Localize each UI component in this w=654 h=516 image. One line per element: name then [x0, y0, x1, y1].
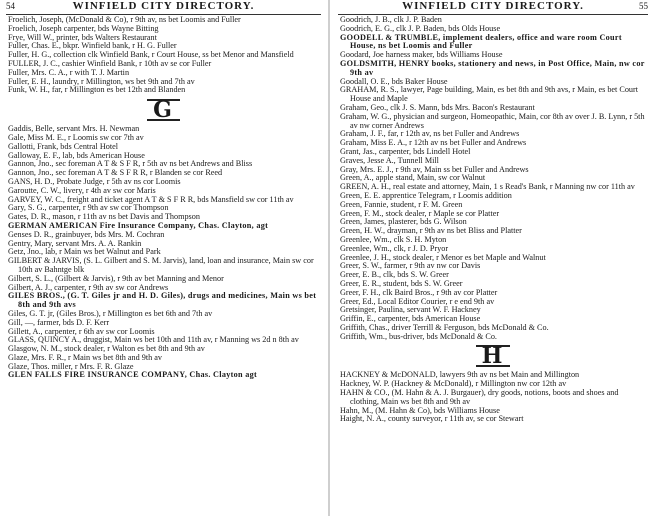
directory-entry: Froelich, Joseph, (McDonald & Co), r 9th av, ns bet Loomis and Fuller [8, 15, 241, 24]
directory-entry: Fuller, Mrs. C. A., r with T. J. Martin [8, 67, 130, 77]
left-page-header [6, 0, 321, 15]
directory-entry: HACKNEY & McDONALD, lawyers 9th av ns bet Main and Millington [340, 370, 580, 380]
directory-entry: GOLDSMITH, HENRY books, stationery and news, in Post Office, Main, nw cor 9th av [340, 58, 645, 77]
directory-entry: Graves, Jesse A., Tunnell Mill [340, 155, 439, 165]
directory-entry: GILES BROS., (G. T. Giles jr and H. D. Giles), drugs and medicines, Main ws bet 8th and 9th avs [8, 291, 317, 310]
directory-entry: Greer, F. H., clk Baird Bros., r 9th av cor Platter [340, 287, 498, 297]
directory-entry: Gallotti, Frank, bds Central Hotel [8, 141, 119, 151]
directory-entry: Getz, Jno., lab, r Main ws bet Walnut and Park [8, 247, 161, 257]
directory-entry: Gale, Miss M. E., r Loomis sw cor 7th av [8, 132, 144, 142]
right-entries-after [340, 371, 648, 424]
directory-entry: Glasgow, N. M., stock dealer, r Walton es bet 8th and 9th av [8, 344, 205, 354]
directory-entry: GOODELL & TRUMBLE, implement dealers, office and ware room Court House, ns bet Loomis and Fuller [340, 32, 622, 51]
directory-entry: GREEN, A. H., real estate and attorney, Main, 1 s Read's Bank, r Manning nw cor 11th av [340, 182, 635, 192]
directory-entry: Green, E. E. apprentice Telegram, r Loomis addition [340, 190, 512, 200]
directory-entry: Goodrich, E. G., clk J. P. Baden, bds Olds House [340, 23, 501, 33]
right-page [332, 0, 654, 516]
directory-entry: Green, James, plasterer, bds G. Wilson [340, 217, 467, 227]
directory-entry: Glaze, Thos. miller, r Mrs. F. R. Glaze [8, 361, 134, 371]
directory-entry: Greer, E. B., clk, bds S. W. Greer [340, 270, 449, 280]
directory-entry: Garoutte, C. W., livery, r 4th av sw cor Maris [8, 185, 156, 195]
directory-entry: Glaze, Mrs. F. R., r Main ws bet 8th and 9th av [8, 352, 162, 362]
left-entries-after [8, 125, 321, 380]
directory-entry: Genses D. R., grainbuyer, bds Mrs. M. Cochran [8, 229, 165, 239]
directory-entry: Greer, S. W., farmer, r 9th av nw cor Davis [340, 261, 481, 271]
directory-entry: GRAHAM, R. S., lawyer, Page building, Main, es bet 8th and 9th avs, r Main, es bet Court House and Maple [340, 85, 639, 104]
directory-entry: Haight, N. A., county surveyor, r 11th av, se cor Stewart [340, 414, 524, 424]
directory-entry: GILBERT & JARVIS, (S. L. Gilbert and S. M. Jarvis), land, loan and insurance, Main sw cor 10th av Bahntge blk [8, 256, 314, 274]
directory-entry: Griffith, Wm., bus-driver, bds McDonald & Co. [340, 331, 497, 341]
directory-entry: Goodall, O. E., bds Baker House [340, 76, 448, 86]
directory-entry: Greenlee, J. H., stock dealer, r Menor es bet Maple and Walnut [340, 252, 546, 262]
directory-entry: Greer, Ed., Local Editor Courier, r e end 9th av [340, 296, 495, 306]
directory-entry: Fuller, Chas. E., bkpr. Winfield bank, r H. G. Fuller [8, 41, 177, 51]
directory-entry: Gary, S. G., carpenter, r 9th av sw cor Thompson [8, 203, 169, 213]
right-page-header [338, 0, 648, 15]
directory-entry: GERMAN AMERICAN Fire Insurance Company, Chas. Clayton, agt [8, 220, 269, 230]
section-letter-h: H [332, 343, 654, 369]
left-page-number: 54 [6, 1, 15, 11]
directory-entry: GANS, H. D., Probate Judge, r 5th av ns cor Loomis [8, 176, 181, 186]
directory-entry: GARVEY, W. C., freight and ticket agent A T & S F R R, bds Mansfield sw cor 11th av [8, 194, 294, 204]
directory-entry: Gentry, Mary, servant Mrs. A. A. Rankin [8, 238, 142, 248]
directory-entry: Green, A., apple stand, Main, sw cor Walnut [340, 173, 486, 183]
directory-entry: Hahn, M., (M. Hahn & Co), bds Williams House [340, 405, 500, 415]
directory-entry: Green, Fannie, student, r F. M. Green [340, 199, 463, 209]
directory-entry: Gray, Mrs. E. J., r 9th av, Main ss bet Fuller and Andrews [340, 164, 529, 174]
directory-entry: Galloway, E. F., lab, bds American House [8, 150, 145, 160]
directory-entry: Froelich, Joseph carpenter, bds Wayne Bitting [8, 23, 159, 33]
directory-entry: Grant, Jas., carpenter, bds Lindell Hotel [340, 146, 471, 156]
directory-entry: Greenlee, Wm., clk S. H. Myton [340, 234, 447, 244]
directory-entry: GLEN FALLS FIRE INSURANCE COMPANY, Chas. Clayton agt [8, 370, 258, 380]
directory-entry: Gill, —, farmer, bds D. F. Kerr [8, 317, 110, 327]
directory-entry: HAHN & CO., (M. Hahn & A. J. Burgauer), dry goods, notions, boots and shoes and clothing, Main ws bet 8th and 9th av [340, 388, 619, 406]
directory-entry: Griffith, Chas., driver Terrill & Ferguson, bds McDonald & Co. [340, 322, 549, 332]
right-page-number: 55 [639, 1, 648, 11]
directory-entry: Gannon, Jno., sec foreman A T & S F R R, r Blanden se cor Reed [8, 168, 223, 178]
directory-entry: Greer, E. R., student, bds S. W. Greer [340, 278, 463, 288]
directory-entry: Graham, Miss E. A., r 12th av ns bet Fuller and Andrews [340, 138, 527, 148]
page-gutter [328, 0, 330, 516]
directory-entry: Gaddis, Belle, servant Mrs. H. Newman [8, 124, 140, 134]
directory-entry: Fuller, E. H., laundry, r Millington, ws bet 9th and 7th av [8, 76, 195, 86]
right-entries-before [340, 16, 648, 341]
directory-entry: Gilbert, S. L., (Gilbert & Jarvis), r 9th av bet Manning and Menor [8, 273, 224, 283]
directory-entry: Gillett, A., carpenter, r 6th av sw cor Loomis [8, 326, 155, 336]
directory-entry: FULLER, J. C., cashier Winfield Bank, r 10th av se cor Fuller [8, 58, 212, 68]
directory-entry: Griffin, E., carpenter, bds American House [340, 314, 481, 324]
directory-entry: Gannon, Jno., sec foreman A T & S F R, r 5th av ns bet Andrews and Bliss [8, 159, 253, 169]
directory-entry: Giles, G. T. jr, (Giles Bros.), r Millington es bet 6th and 7th av [8, 308, 213, 318]
section-letter-g: G [0, 97, 327, 123]
directory-entry: Fuller, H. G., collection clk Winfield Bank, r Court House, ss bet Menor and Mansfield [8, 50, 294, 60]
directory-entry: Hackney, W. P. (Hackney & McDonald), r Millington nw cor 12th av [340, 379, 567, 389]
directory-entry: Green, F. M., stock dealer, r Maple se cor Platter [340, 208, 500, 218]
directory-entry: Graham, W. G., physician and surgeon, Homeopathic, Main, cor 8th av over J. B. Lynn, r 5th av nw corner Andrews [340, 111, 645, 130]
directory-entry: Gretsinger, Paulina, servant W. F. Hackney [340, 305, 481, 315]
directory-entry: Gilbert, A. J., carpenter, r 9th av sw cor Andrews [8, 282, 169, 292]
left-page-title: WINFIELD CITY DIRECTORY. [72, 0, 255, 12]
directory-entry: Green, H. W., drayman, r 9th av ns bet Bliss and Platter [340, 226, 522, 236]
directory-entry: GLASS, QUINCY A., druggist, Main ws bet 10th and 11th av, r Manning ws 2d n 8th av [8, 335, 299, 345]
directory-entry: Funk, W. H., far, r Millington es bet 12th and Blanden [8, 85, 186, 95]
directory-entry: Goodrich, J. B., clk J. P. Baden [340, 15, 442, 24]
directory-entry: Frye, Will W., printer, bds Walters Restaurant [8, 32, 157, 42]
directory-entry: Goodard, Joe harness maker, bds Williams House [340, 50, 503, 60]
directory-entry: Graham, Geo., clk J. S. Mann, bds Mrs. Bacon's Restaurant [340, 102, 535, 112]
directory-entry: Graham, J. F., far, r 12th av, ns bet Fuller and Andrews [340, 129, 520, 139]
directory-entry: Greenlee, Wm., clk, r J. D. Pryor [340, 243, 449, 253]
directory-entry: Gates, D. R., mason, r 11th av ns bet Davis and Thompson [8, 212, 200, 222]
right-page-title: WINFIELD CITY DIRECTORY. [402, 0, 584, 12]
left-entries-before [8, 16, 321, 95]
